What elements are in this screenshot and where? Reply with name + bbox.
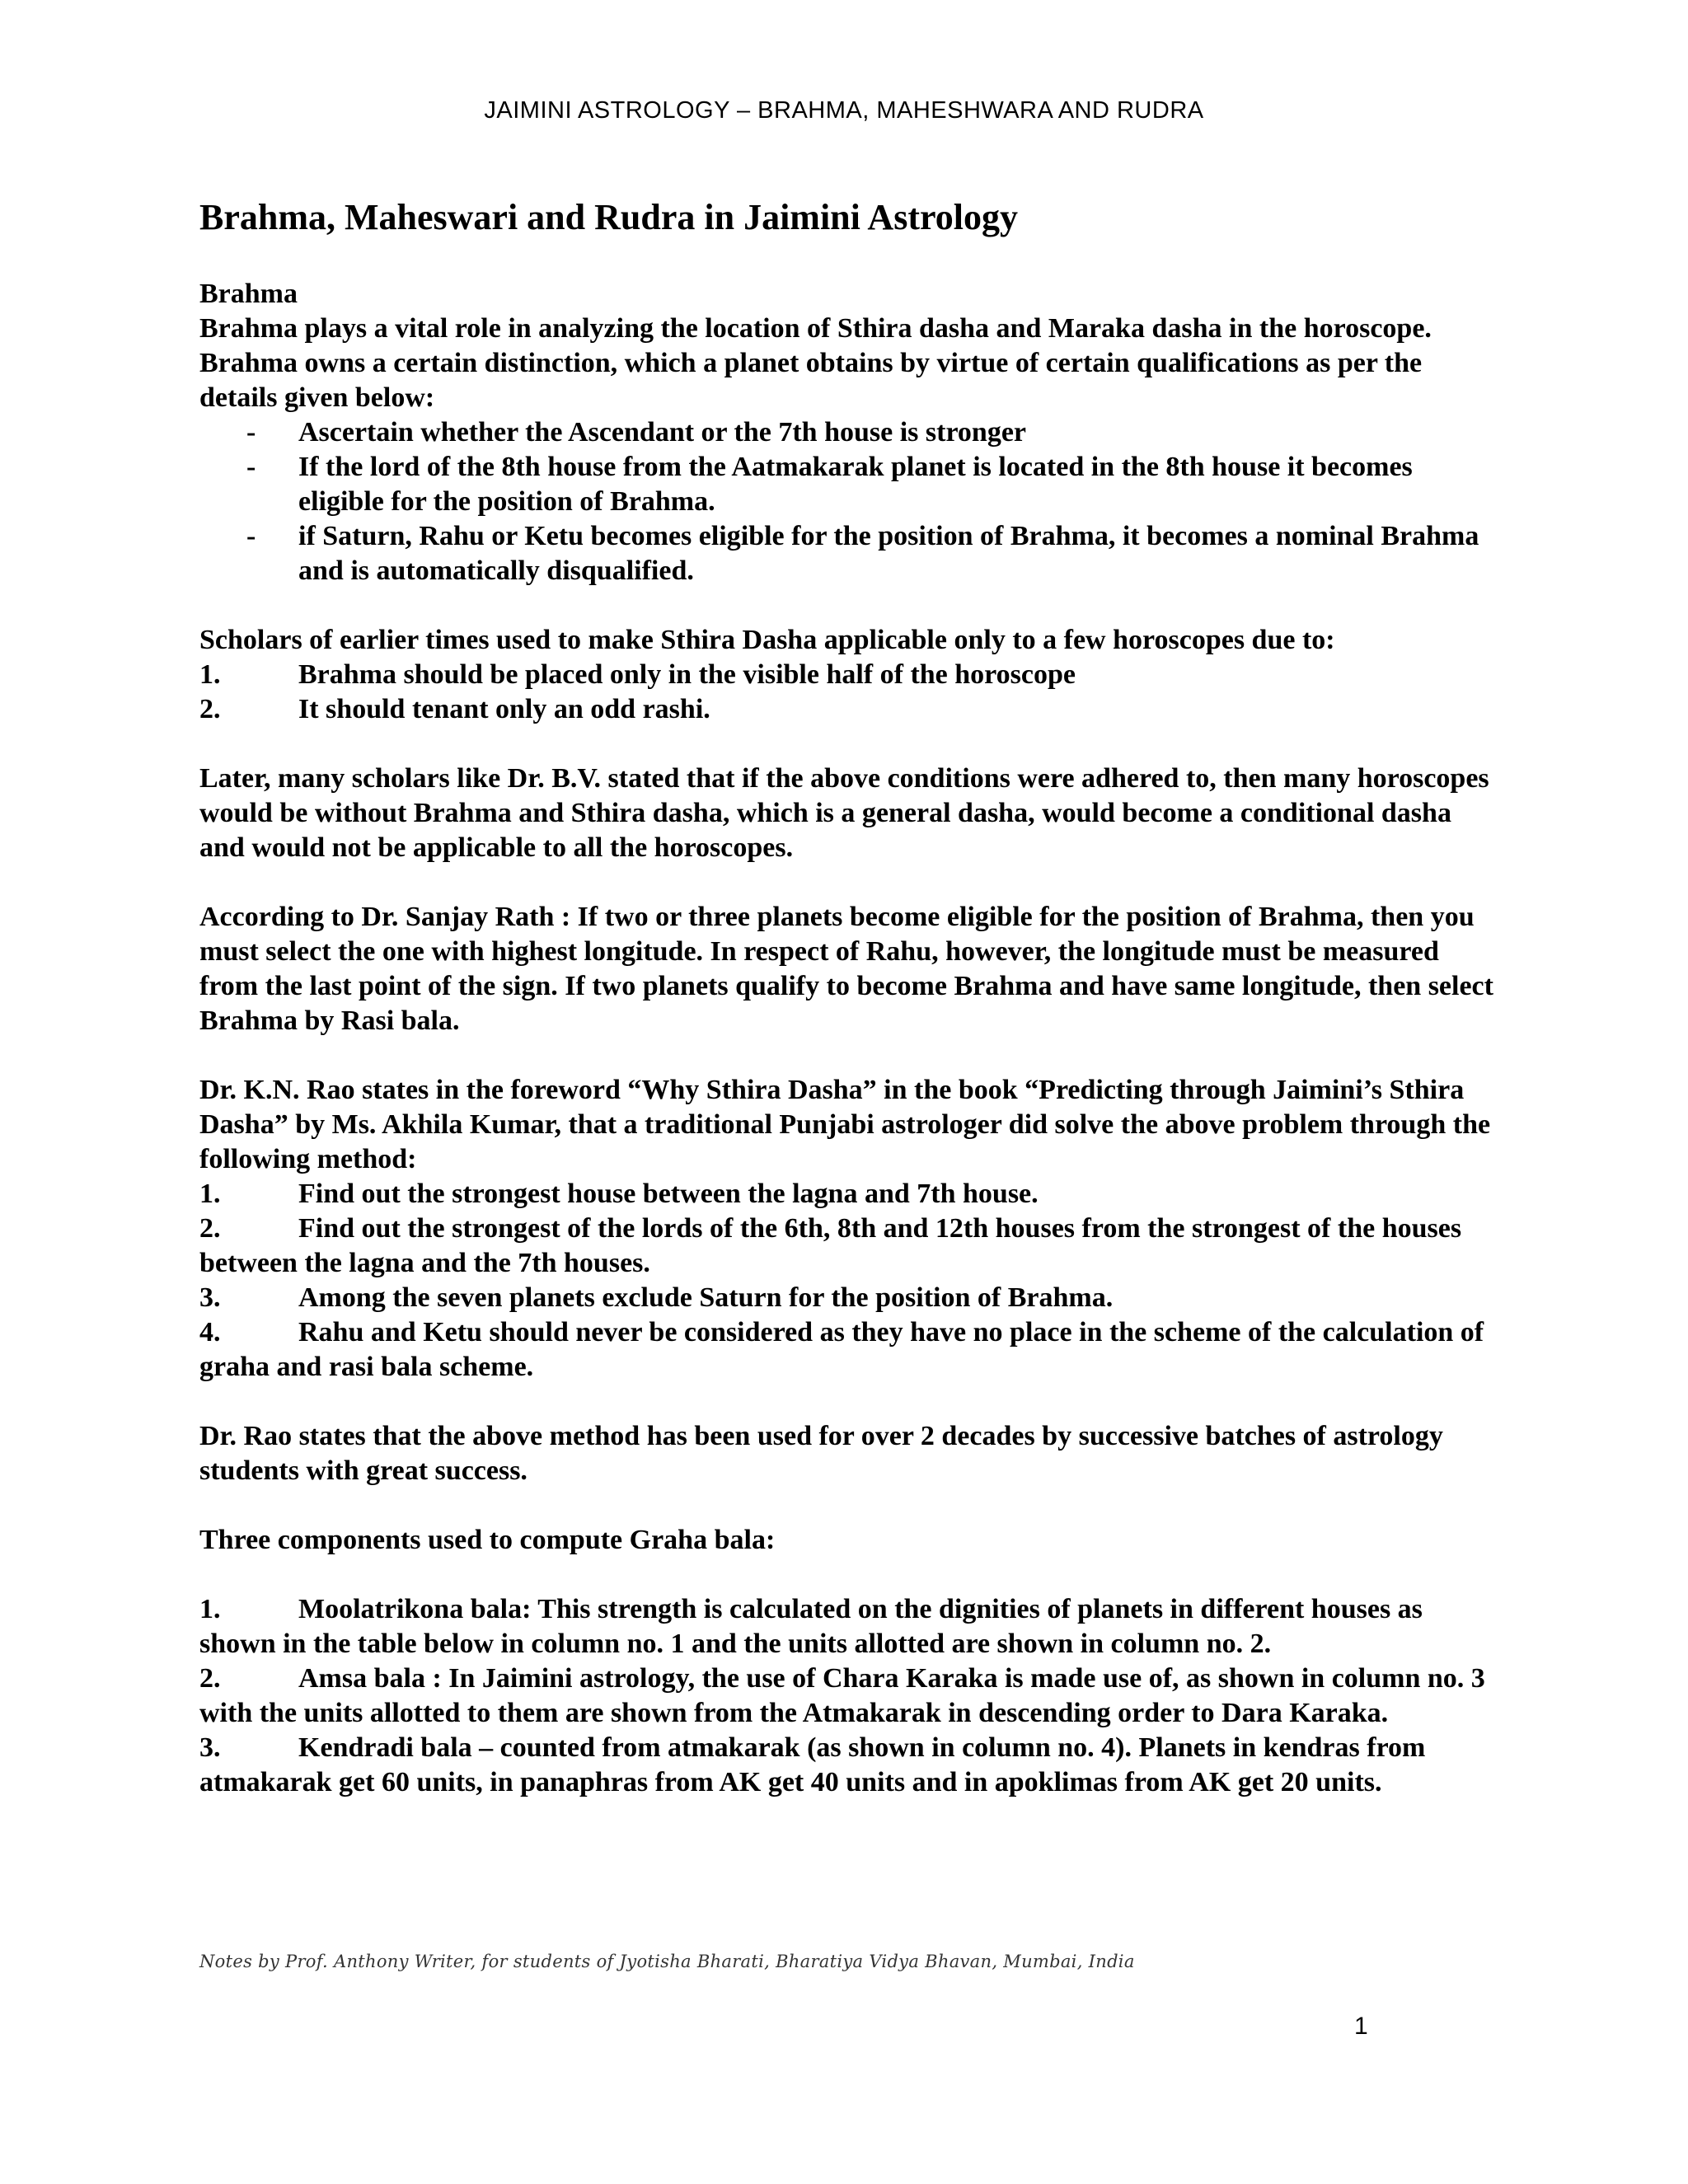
list-marker: - — [246, 521, 256, 551]
list-number: 1. — [199, 1594, 221, 1624]
list-item — [199, 1731, 1502, 1800]
list-number: 3. — [199, 1732, 221, 1763]
page-number: 1 — [1354, 2013, 1368, 2040]
list-number: 4. — [199, 1317, 221, 1347]
paragraph: Dr. K.N. Rao states in the foreword “Why Sthira Dasha” in the book “Predicting through Jaimini’s Sthira Dasha” by Ms. Akhila Kumar, that a traditional Punjabi astrologer did solve the above problem through the following method: — [199, 1075, 1491, 1174]
footer-note: Notes by Prof. Anthony Writer, for students of Jyotisha Bharati, Bharatiya Vidya Bhavan, Mumbai, India — [199, 1952, 1135, 1971]
list-item-text: Find out the strongest of the lords of the 6th, 8th and 12th houses from the strongest of the houses between the lagna and the 7th houses. — [199, 1213, 1462, 1278]
list-item — [199, 519, 1502, 588]
list-marker: - — [246, 417, 256, 448]
list-item — [199, 692, 1502, 727]
list-item — [199, 1661, 1502, 1731]
paragraph: Dr. Rao states that the above method has been used for over 2 decades by successive batches of astrology students with great success. — [199, 1421, 1443, 1486]
dash-list — [199, 415, 1502, 588]
list-item-text: if Saturn, Rahu or Ketu becomes eligible for the position of Brahma, it becomes a nominal Brahma and is automatically disqualified. — [298, 521, 1479, 586]
running-header: JAIMINI ASTROLOGY – BRAHMA, MAHESHWARA AND RUDRA — [484, 97, 1204, 124]
list-item — [199, 1212, 1502, 1281]
list-number: 2. — [199, 694, 221, 724]
list-item-text: Brahma should be placed only in the visible half of the horoscope — [298, 659, 1076, 690]
list-number: 3. — [199, 1282, 221, 1313]
page-title: Brahma, Maheswari and Rudra in Jaimini Astrology — [199, 197, 1018, 237]
list-item-text: Ascertain whether the Ascendant or the 7th house is stronger — [298, 417, 1027, 448]
list-item — [199, 415, 1502, 450]
section-heading-brahma: Brahma — [199, 279, 298, 309]
list-item-text: Kendradi bala – counted from atmakarak (as shown in column no. 4). Planets in kendras from atmakarak get 60 units, in panaphras from AK get 40 units and in apoklimas from AK get 20 units. — [199, 1732, 1426, 1797]
list-item — [199, 1281, 1502, 1315]
list-item-text: Moolatrikona bala: This strength is calculated on the dignities of planets in different houses as shown in the table below in column no. 1 and the units allotted are shown in column no. 2. — [199, 1594, 1423, 1659]
list-number: 1. — [199, 659, 221, 690]
paragraph: Scholars of earlier times used to make Sthira Dasha applicable only to a few horoscopes due to: — [199, 625, 1335, 655]
list-item-text: If the lord of the 8th house from the Aatmakarak planet is located in the 8th house it becomes eligible for the position of Brahma. — [298, 452, 1413, 517]
list-item — [199, 1592, 1502, 1661]
document-body — [199, 194, 1502, 1800]
section-heading-graha-bala: Three components used to compute Graha bala: — [199, 1525, 776, 1555]
paragraph: Brahma owns a certain distinction, which a planet obtains by virtue of certain qualifications as per the details given below: — [199, 348, 1423, 413]
list-item — [199, 1315, 1502, 1385]
list-item — [199, 658, 1502, 692]
list-number: 2. — [199, 1213, 221, 1244]
paragraph: Later, many scholars like Dr. B.V. stated that if the above conditions were adhered to, then many horoscopes would be without Brahma and Sthira dasha, which is a general dasha, would become a conditional dasha and would not be applicable to all the horoscopes. — [199, 763, 1489, 863]
paragraph: According to Dr. Sanjay Rath : If two or three planets become eligible for the position of Brahma, then you must select the one with highest longitude. In respect of Rahu, however, the longitude must be measured from the last point of the sign. If two planets qualify to become Brahma and have same longitude, then select Brahma by Rasi bala. — [199, 902, 1493, 1036]
list-number: 2. — [199, 1663, 221, 1694]
list-item-text: Among the seven planets exclude Saturn for the position of Brahma. — [298, 1282, 1114, 1313]
paragraph: Brahma plays a vital role in analyzing the location of Sthira dasha and Maraka dasha in the horoscope. — [199, 313, 1432, 344]
list-marker: - — [246, 452, 256, 482]
list-item-text: It should tenant only an odd rashi. — [298, 694, 710, 724]
list-item — [199, 450, 1502, 519]
list-number: 1. — [199, 1179, 221, 1209]
list-item-text: Amsa bala : In Jaimini astrology, the use of Chara Karaka is made use of, as shown in column no. 3 with the units allotted to them are shown from the Atmakarak in descending order to Dara Karaka. — [199, 1663, 1485, 1728]
list-item-text: Rahu and Ketu should never be considered as they have no place in the scheme of the calculation of graha and rasi bala scheme. — [199, 1317, 1484, 1382]
list-item-text: Find out the strongest house between the lagna and 7th house. — [298, 1179, 1039, 1209]
list-item — [199, 1177, 1502, 1212]
